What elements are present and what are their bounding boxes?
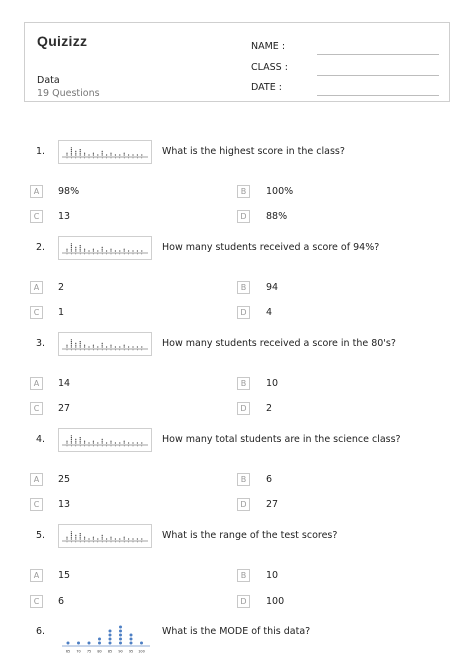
question-number: 6. — [36, 626, 46, 637]
tick-label: 90 — [118, 649, 123, 654]
dot-plot-image — [58, 428, 152, 452]
data-dot — [119, 642, 122, 645]
data-dot — [119, 634, 122, 637]
option-d-box[interactable]: D — [237, 498, 250, 511]
quizizz-logo: Quizizz — [37, 33, 88, 49]
data-dot — [98, 642, 101, 645]
data-dot — [67, 642, 70, 645]
option-c-value: 6 — [58, 596, 65, 607]
question-number: 1. — [36, 146, 46, 157]
question-text: What is the highest score in the class? — [162, 146, 345, 157]
name-label: NAME : — [251, 41, 286, 52]
data-dot — [88, 642, 91, 645]
dot-plot-image — [58, 616, 154, 654]
option-b-value: 10 — [266, 378, 279, 389]
option-c-box[interactable]: C — [30, 306, 43, 319]
option-a-box[interactable]: A — [30, 473, 43, 486]
option-b-box[interactable]: B — [237, 569, 250, 582]
option-a-value: 14 — [58, 378, 71, 389]
tick-label: 80 — [97, 649, 102, 654]
question-number: 4. — [36, 434, 46, 445]
tick-label: 70 — [76, 649, 81, 654]
option-b-value: 94 — [266, 282, 279, 293]
data-dot — [140, 642, 143, 645]
option-d-value: 2 — [266, 403, 273, 414]
data-dot — [109, 638, 112, 641]
option-d-value: 100 — [266, 596, 285, 607]
option-b-value: 10 — [266, 570, 279, 581]
data-dot — [130, 638, 133, 641]
data-dot — [119, 638, 122, 641]
question-text: How many students received a score of 94%? — [162, 242, 380, 253]
option-d-value: 88% — [266, 211, 288, 222]
dot-plot-image — [58, 524, 152, 548]
data-dot — [109, 630, 112, 633]
data-dot — [98, 638, 101, 641]
question-count: 19 Questions — [37, 88, 100, 99]
option-c-value: 1 — [58, 307, 65, 318]
option-b-value: 6 — [266, 474, 273, 485]
option-a-value: 15 — [58, 570, 71, 581]
option-c-value: 13 — [58, 211, 71, 222]
option-c-value: 13 — [58, 499, 71, 510]
class-line[interactable] — [317, 75, 439, 76]
option-d-box[interactable]: D — [237, 402, 250, 415]
worksheet-header — [24, 22, 450, 102]
option-a-box[interactable]: A — [30, 281, 43, 294]
tick-label: 100 — [138, 649, 145, 654]
dot-plot-image — [58, 332, 152, 356]
data-dot — [77, 642, 80, 645]
tick-label: 85 — [107, 649, 113, 654]
option-d-box[interactable]: D — [237, 210, 250, 223]
option-d-value: 27 — [266, 499, 279, 510]
question-number: 3. — [36, 338, 46, 349]
worksheet-title: Data — [37, 75, 60, 86]
question-text: What is the range of the test scores? — [162, 530, 338, 541]
date-line[interactable] — [317, 95, 439, 96]
option-a-box[interactable]: A — [30, 377, 43, 390]
question-text: What is the MODE of this data? — [162, 626, 311, 637]
option-c-box[interactable]: C — [30, 210, 43, 223]
option-a-box[interactable]: A — [30, 569, 43, 582]
data-dot — [109, 634, 112, 637]
data-dot — [130, 642, 133, 645]
data-dot — [119, 630, 122, 633]
option-c-box[interactable]: C — [30, 498, 43, 511]
option-d-box[interactable]: D — [237, 306, 250, 319]
question-text: How many total students are in the science class? — [162, 434, 401, 445]
question-number: 2. — [36, 242, 46, 253]
data-dot — [109, 642, 112, 645]
option-b-value: 100% — [266, 186, 294, 197]
tick-label: 75 — [86, 649, 92, 654]
option-a-value: 98% — [58, 186, 80, 197]
option-a-box[interactable]: A — [30, 185, 43, 198]
dot-plot-image — [58, 236, 152, 260]
data-dot — [119, 626, 122, 629]
option-c-box[interactable]: C — [30, 595, 43, 608]
option-b-box[interactable]: B — [237, 185, 250, 198]
option-c-box[interactable]: C — [30, 402, 43, 415]
dot-plot-image — [58, 140, 152, 164]
option-a-value: 2 — [58, 282, 65, 293]
class-label: CLASS : — [251, 62, 288, 73]
date-label: DATE : — [251, 82, 282, 93]
option-a-value: 25 — [58, 474, 71, 485]
option-d-box[interactable]: D — [237, 595, 250, 608]
question-text: How many students received a score in the 80's? — [162, 338, 396, 349]
option-b-box[interactable]: B — [237, 377, 250, 390]
option-d-value: 4 — [266, 307, 273, 318]
option-b-box[interactable]: B — [237, 281, 250, 294]
option-b-box[interactable]: B — [237, 473, 250, 486]
tick-label: 95 — [128, 649, 134, 654]
name-line[interactable] — [317, 54, 439, 55]
tick-label: 65 — [65, 649, 71, 654]
option-c-value: 27 — [58, 403, 71, 414]
question-number: 5. — [36, 530, 46, 541]
data-dot — [130, 634, 133, 637]
